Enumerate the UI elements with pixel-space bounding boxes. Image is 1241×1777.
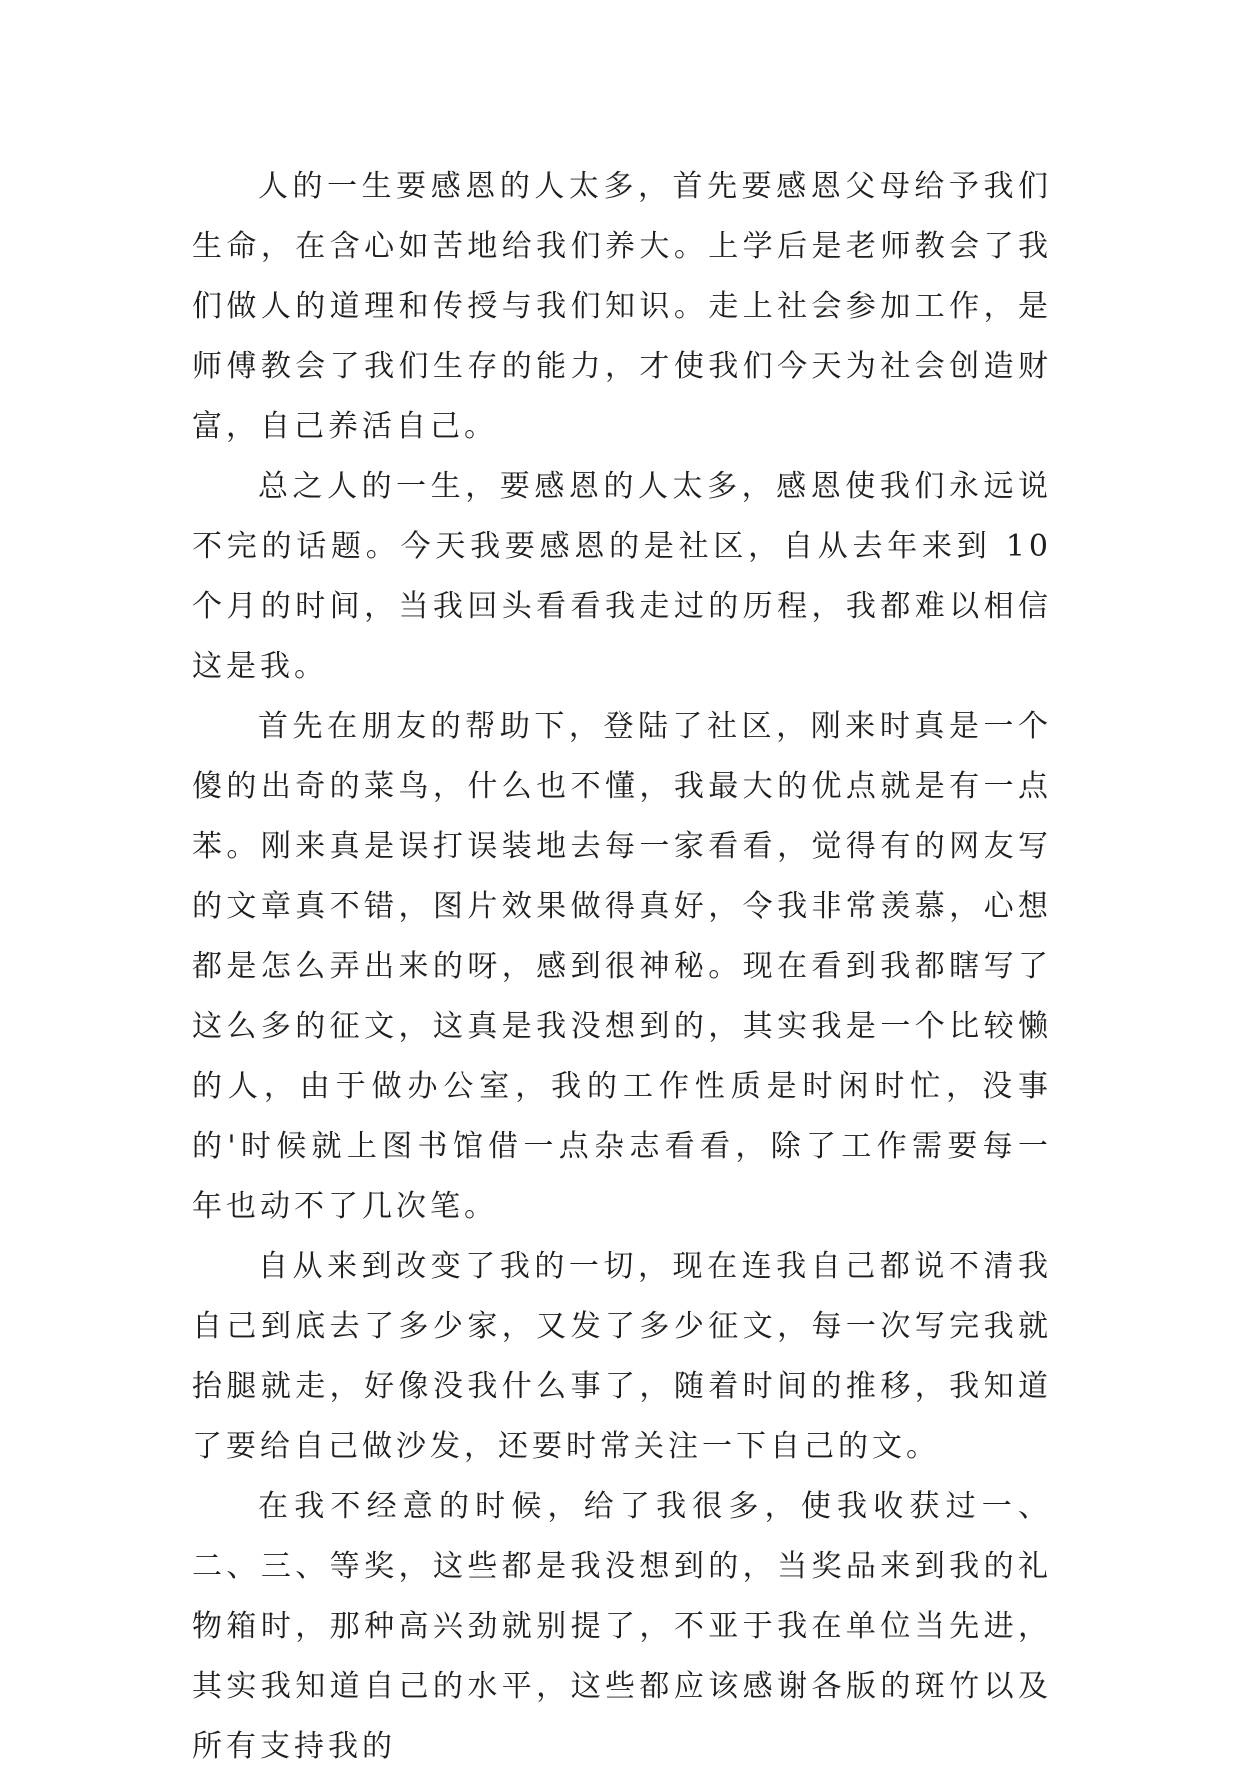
paragraph-2: 总之人的一生，要感恩的人太多，感恩使我们永远说不完的话题。今天我要感恩的是社区，自从去年来到 10 个月的时间，当我回头看看我走过的历程，我都难以相信这是我。 (192, 469, 1052, 684)
paragraph-4: 自从来到改变了我的一切，现在连我自己都说不清我自己到底去了多少家，又发了多少征文，每一次写完我就抬腿就走，好像没我什么事了，随着时间的推移，我知道了要给自己做沙发，还要时常关注一下自己的文。 (192, 1249, 1052, 1464)
paragraph-5: 在我不经意的时候，给了我很多，使我收获过一、二、三、等奖，这些都是我没想到的，当奖品来到我的礼物箱时，那种高兴劲就别提了，不亚于我在单位当先进，其实我知道自己的水平，这些都应该感谢各版的斑竹以及所有支持我的 (192, 1489, 1052, 1764)
document-body (192, 157, 1052, 1777)
paragraph-3: 首先在朋友的帮助下，登陆了社区，刚来时真是一个傻的出奇的菜鸟，什么也不懂，我最大的优点就是有一点苯。刚来真是误打误装地去每一家看看，觉得有的网友写的文章真不错，图片效果做得真好，令我非常羡慕，心想都是怎么弄出来的呀，感到很神秘。现在看到我都瞎写了这么多的征文，这真是我没想到的，其实我是一个比较懒的人，由于做办公室，我的工作性质是时闲时忙，没事的'时候就上图书馆借一点杂志看看，除了工作需要每一年也动不了几次笔。 (192, 709, 1052, 1224)
paragraph-1: 人的一生要感恩的人太多，首先要感恩父母给予我们生命，在含心如苦地给我们养大。上学后是老师教会了我们做人的道理和传授与我们知识。走上社会参加工作，是师傅教会了我们生存的能力，才使我们今天为社会创造财富，自己养活自己。 (192, 169, 1052, 444)
